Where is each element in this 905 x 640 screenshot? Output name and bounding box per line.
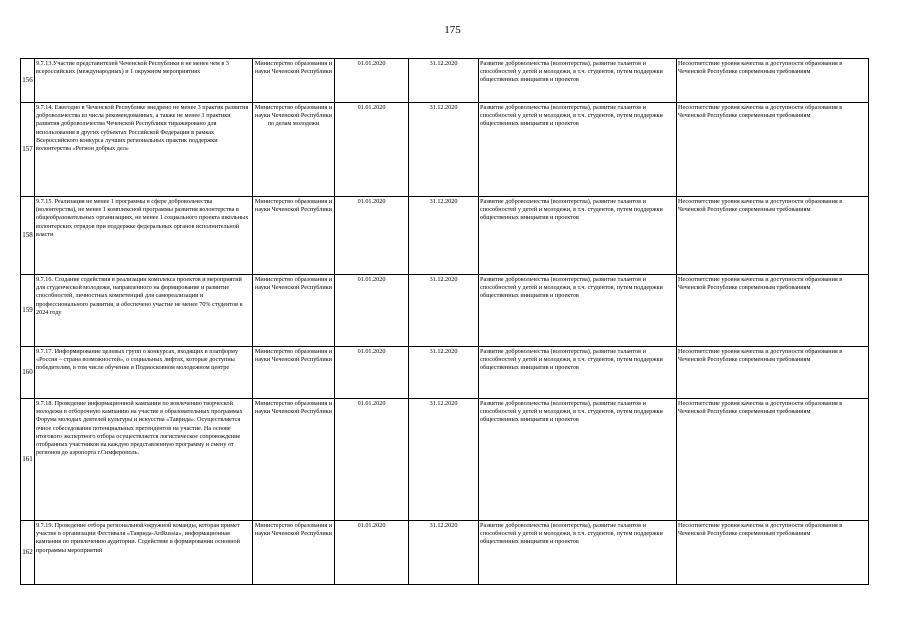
end-date: 31.12.2020 bbox=[409, 521, 479, 585]
row-number: 158 bbox=[21, 197, 35, 275]
activity-description: 9.7.18. Проведение информационной кампании по вовлечению творческой молодежи в отборочную кампанию на участие в образовательных программах Форума молодых деятелей культуры и искусства «Таврида». Осуществляется очное собеседование потенциальных претендентов на участие. На основе итогового экспертного отбора осуществляется логистическое сопровождение отобранных участников на каждую представленную программу и смену от регионов до аэропорта г.Симферополь. bbox=[35, 399, 253, 521]
problem-addressed: Несоответствие уровня качества и доступности образования в Чеченской Республике современным требованиям bbox=[677, 275, 869, 347]
table-row bbox=[21, 275, 869, 347]
activity-description: 9.7.13.Участие представителей Чеченской Республики в не менее чем в 3 всероссийских (международных) и 1 окружном мероприятиях bbox=[35, 59, 253, 103]
activity-description: 9.7.17. Информирование целевых групп о конкурсах, входящих в платформу «Россия – страна возможностей», о социальных лифтах, которые доступны победителям, в том числе обучение в Подмосковном молодежном центре bbox=[35, 347, 253, 399]
end-date: 31.12.2020 bbox=[409, 59, 479, 103]
problem-addressed: Несоответствие уровня качества и доступности образования в Чеченской Республике современным требованиям bbox=[677, 197, 869, 275]
table-row bbox=[21, 59, 869, 103]
expected-result: Развитие добровольчества (волонтерства), развитие талантов и способностей у детей и молодежи, в т.ч. студентов, путем поддержки общественных инициатив и проектов bbox=[479, 399, 677, 521]
problem-addressed: Несоответствие уровня качества и доступности образования в Чеченской Республике современным требованиям bbox=[677, 103, 869, 197]
activities-table bbox=[20, 58, 869, 585]
start-date: 01.01.2020 bbox=[335, 197, 409, 275]
expected-result: Развитие добровольчества (волонтерства), развитие талантов и способностей у детей и молодежи, в т.ч. студентов, путем поддержки общественных инициатив и проектов bbox=[479, 59, 677, 103]
responsible-executor: Министерство образования и науки Чеченской Республики bbox=[253, 59, 335, 103]
start-date: 01.01.2020 bbox=[335, 275, 409, 347]
table-row bbox=[21, 103, 869, 197]
end-date: 31.12.2020 bbox=[409, 103, 479, 197]
responsible-executor: Министерство образования и науки Чеченской Республики bbox=[253, 521, 335, 585]
page-number: 175 bbox=[444, 24, 461, 36]
start-date: 01.01.2020 bbox=[335, 103, 409, 197]
expected-result: Развитие добровольчества (волонтерства), развитие талантов и способностей у детей и молодежи, в т.ч. студентов, путем поддержки общественных инициатив и проектов bbox=[479, 347, 677, 399]
expected-result: Развитие добровольчества (волонтерства), развитие талантов и способностей у детей и молодежи, в т.ч. студентов, путем поддержки общественных инициатив и проектов bbox=[479, 197, 677, 275]
end-date: 31.12.2020 bbox=[409, 347, 479, 399]
problem-addressed: Несоответствие уровня качества и доступности образования в Чеченской Республике современным требованиям bbox=[677, 347, 869, 399]
table-row bbox=[21, 521, 869, 585]
end-date: 31.12.2020 bbox=[409, 399, 479, 521]
problem-addressed: Несоответствие уровня качества и доступности образования в Чеченской Республике современным требованиям bbox=[677, 399, 869, 521]
activity-description: 9.7.19. Проведение отбора региональной/окружной команды, которая примет участие в организации Фестиваля «Таврида-ArtRussia», информационная кампания по привлечению аудитории. Содействие в формировании основной программы мероприятий bbox=[35, 521, 253, 585]
responsible-executor: Министерство образования и науки Чеченской Республики по делам молодежи bbox=[253, 103, 335, 197]
start-date: 01.01.2020 bbox=[335, 347, 409, 399]
row-number: 156 bbox=[21, 59, 35, 103]
start-date: 01.01.2020 bbox=[335, 59, 409, 103]
end-date: 31.12.2020 bbox=[409, 197, 479, 275]
table-row bbox=[21, 197, 869, 275]
row-number: 159 bbox=[21, 275, 35, 347]
start-date: 01.01.2020 bbox=[335, 521, 409, 585]
row-number: 162 bbox=[21, 521, 35, 585]
row-number: 160 bbox=[21, 347, 35, 399]
expected-result: Развитие добровольчества (волонтерства), развитие талантов и способностей у детей и молодежи, в т.ч. студентов, путем поддержки общественных инициатив и проектов bbox=[479, 103, 677, 197]
problem-addressed: Несоответствие уровня качества и доступности образования в Чеченской Республике современным требованиям bbox=[677, 59, 869, 103]
responsible-executor: Министерство образования и науки Чеченской Республики bbox=[253, 347, 335, 399]
activity-description: 9.7.14. Ежегодно в Чеченской Республике внедрено не менее 3 практик развития добровольчества из числа рекомендованных, а также не менее 1 практики развития добровольчества Чеченской Республики тиражировано для использования в других субъектах Российской Федерации в рамках Всероссийского конкурса лучших региональных практик поддержки волонтерства «Регион добрых дел» bbox=[35, 103, 253, 197]
expected-result: Развитие добровольчества (волонтерства), развитие талантов и способностей у детей и молодежи, в т.ч. студентов, путем поддержки общественных инициатив и проектов bbox=[479, 275, 677, 347]
responsible-executor: Министерство образования и науки Чеченской Республики bbox=[253, 399, 335, 521]
row-number: 161 bbox=[21, 399, 35, 521]
row-number: 157 bbox=[21, 103, 35, 197]
responsible-executor: Министерство образования и науки Чеченской Республики bbox=[253, 275, 335, 347]
activity-description: 9.7.16. Создание содействия в реализации комплекса проектов и мероприятий для студенческой молодежи, направленного на формирование и развитие способностей, личностных компетенций для самореализации и профессионального развития, и обеспечено участие не менее 70% студентов к 2024 году bbox=[35, 275, 253, 347]
expected-result: Развитие добровольчества (волонтерства), развитие талантов и способностей у детей и молодежи, в т.ч. студентов, путем поддержки общественных инициатив и проектов bbox=[479, 521, 677, 585]
table-row bbox=[21, 347, 869, 399]
table-row bbox=[21, 399, 869, 521]
end-date: 31.12.2020 bbox=[409, 275, 479, 347]
start-date: 01.01.2020 bbox=[335, 399, 409, 521]
activity-description: 9.7.15. Реализация не менее 1 программы в сфере добровольчества (волонтерства), не менее 1 комплексной программы развития волонтерства в общеобразовательных организациях, не менее 1 социального проекта школьных волонтерских отрядов при поддержке федеральных органов исполнительной власти bbox=[35, 197, 253, 275]
problem-addressed: Несоответствие уровня качества и доступности образования в Чеченской Республике современным требованиям bbox=[677, 521, 869, 585]
responsible-executor: Министерство образования и науки Чеченской Республики bbox=[253, 197, 335, 275]
